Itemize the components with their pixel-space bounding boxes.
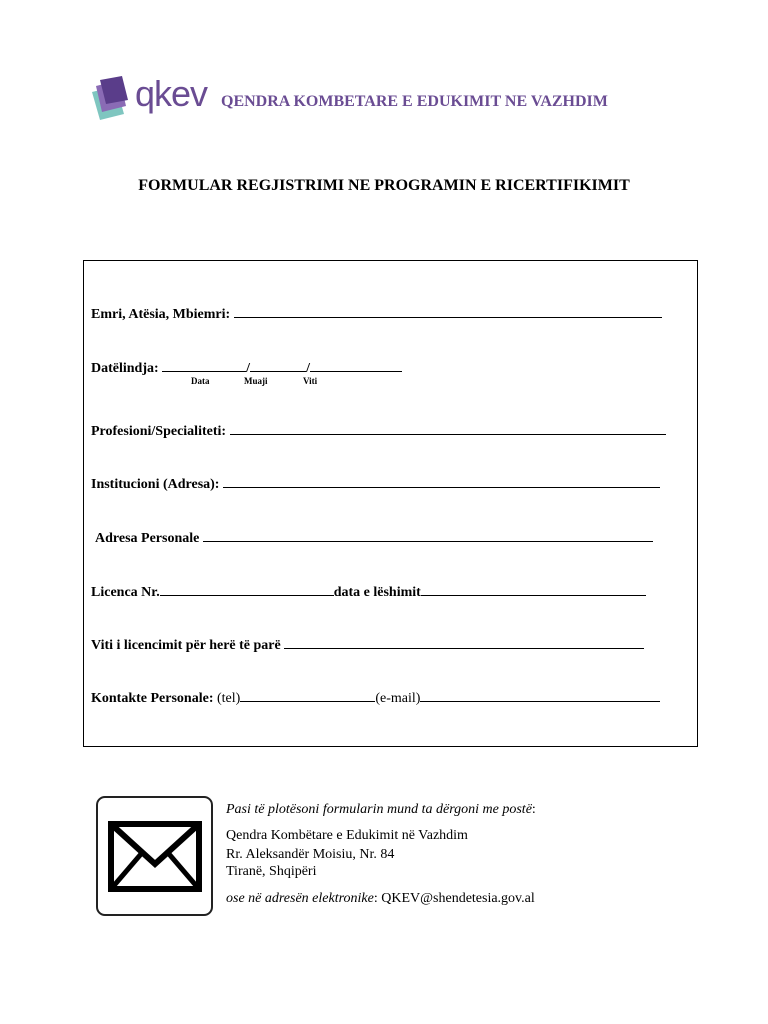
name-label: Emri, Atësia, Mbiemri:: [91, 307, 231, 322]
institution-row: [91, 475, 660, 493]
mail-instructions: Pasi të plotësoni formularin mund ta dërgoni me postë:: [226, 802, 536, 817]
email-line: ose në adresën elektronike: QKEV@shendetesia.gov.al: [226, 891, 535, 906]
license-date-label: data e lëshimit: [333, 585, 421, 600]
license-label: Licenca Nr.: [91, 585, 160, 600]
first-license-row: [91, 636, 644, 654]
contacts-row: [91, 689, 660, 707]
email-field[interactable]: [420, 689, 660, 702]
dob-year-caption: Viti: [303, 376, 318, 386]
license-number-field[interactable]: [160, 583, 334, 596]
profession-row: [91, 422, 666, 440]
address-label: Adresa Personale: [95, 531, 200, 546]
logo-text: qkev: [135, 73, 208, 114]
dob-day-field[interactable]: [162, 359, 246, 372]
dob-year-field[interactable]: [310, 359, 402, 372]
organization-name: QENDRA KOMBETARE E EDUKIMIT NE VAZHDIM: [221, 93, 608, 110]
mail-icon-box: [96, 796, 213, 916]
institution-field[interactable]: [223, 475, 660, 488]
dob-month-field[interactable]: [250, 359, 306, 372]
address-row: [95, 529, 653, 547]
dob-row: Datëlindja: / /: [91, 359, 402, 377]
tel-field[interactable]: [240, 689, 375, 702]
dob-day-caption: Data: [191, 376, 210, 386]
logo-mark-icon: [90, 76, 134, 122]
profession-label: Profesioni/Specialiteti:: [91, 424, 227, 439]
envelope-icon: [98, 798, 211, 914]
registration-form: [83, 260, 698, 747]
mail-intro: Pasi të plotësoni formularin mund ta dërgoni me postë: [226, 802, 532, 817]
email-label: (e-mail): [375, 691, 421, 706]
address-line-3: Tiranë, Shqipëri: [226, 864, 317, 879]
institution-label: Institucioni (Adresa):: [91, 477, 220, 492]
contacts-label: Kontakte Personale:: [91, 691, 214, 706]
form-title: FORMULAR REGJISTRIMI NE PROGRAMIN E RICERTIFIKIMIT: [138, 177, 630, 194]
address-line-2: Rr. Aleksandër Moisiu, Nr. 84: [226, 847, 395, 862]
address-field[interactable]: [203, 529, 653, 542]
dob-label: Datëlindja:: [91, 361, 159, 376]
name-row: [91, 305, 662, 323]
profession-field[interactable]: [230, 422, 666, 435]
first-license-field[interactable]: [284, 636, 644, 649]
name-field[interactable]: [234, 305, 662, 318]
address-line-1: Qendra Kombëtare e Edukimit në Vazhdim: [226, 828, 468, 843]
dob-month-caption: Muaji: [244, 376, 268, 386]
tel-label: (tel): [216, 691, 241, 706]
contact-email-link[interactable]: QKEV@shendetesia.gov.al: [381, 891, 535, 906]
header: [90, 73, 730, 124]
first-license-label: Viti i licencimit për herë të parë: [91, 638, 281, 653]
license-date-field[interactable]: [421, 583, 646, 596]
license-row: [91, 583, 646, 601]
email-intro: ose në adresën elektronike: [226, 891, 374, 906]
